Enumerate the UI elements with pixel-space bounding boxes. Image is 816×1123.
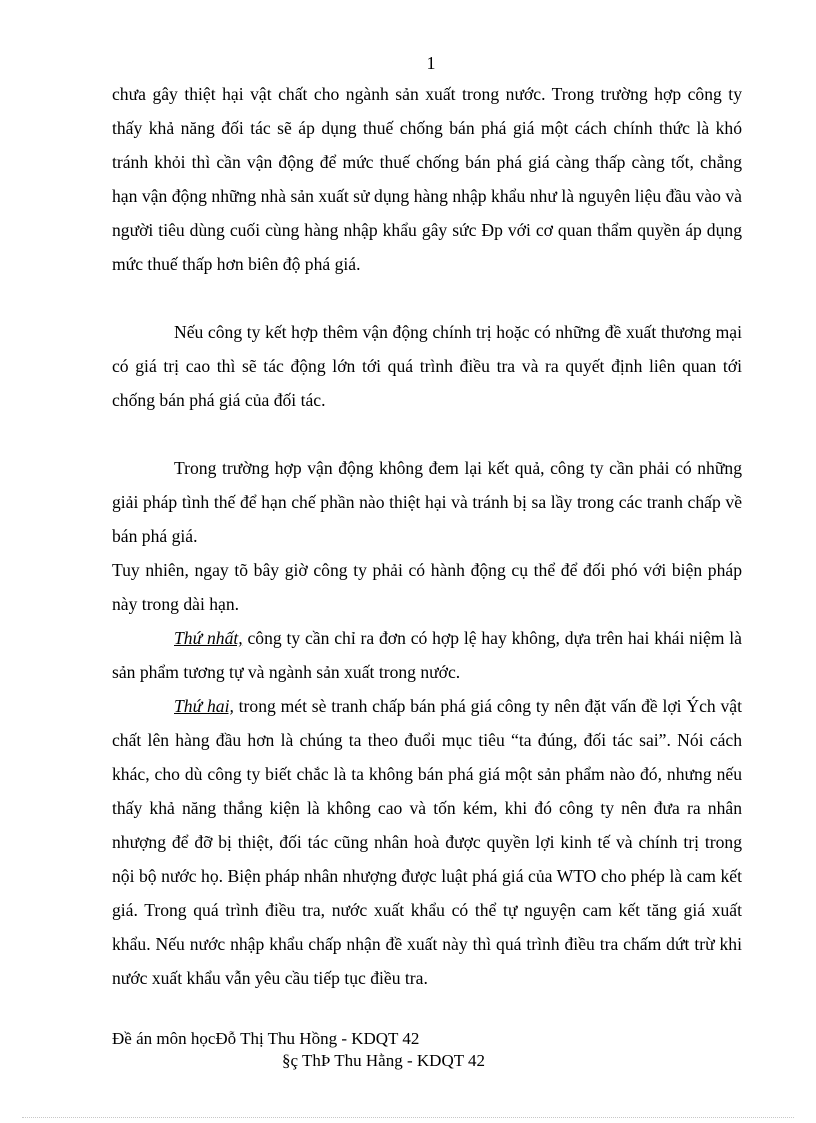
first-point-label: Thứ nhất, [174, 628, 243, 648]
page-number: 1 [426, 53, 436, 73]
second-point-label: Thứ hai, [174, 696, 234, 716]
paragraph-first-point [112, 621, 742, 689]
paragraph-second-point [112, 689, 742, 995]
paragraph-political-lobbying: Nếu công ty kết hợp thêm vận động chính trị hoặc có những đề xuất thương mại có giá trị cao thì sẽ tác động lớn tới quá trình điều tra và ra quyết định liên quan tới chống bán phá giá của đối tác. [112, 322, 742, 410]
footer-line-2: §ç ThÞ Thu Hằng - KDQT 42 [282, 1051, 486, 1070]
second-point-text: trong mét sè tranh chấp bán phá giá công ty nên đặt vấn đề lợi Ých vật chất lên hàng đầu hơn là chúng ta theo đuổi mục tiêu “ta đúng, đối tác sai”. Nói cách khác, cho dù công ty biết chắc là ta không bán phá giá một sản phẩm nào đó, nhưng nếu thấy khả năng thắng kiện là không cao và tốn kém, khi đó công ty nên đưa ra nhân nhượng để đỡ bị thiệt, đối tác cũng nhân hoà được quyền lợi kinh tế và chính trị trong nội bộ nước họ. Biện pháp nhân nhượng được luật phá giá của WTO cho phép là cam kết giá. Trong quá trình điều tra, nước xuất khẩu có thể tự nguyện cam kết tăng giá xuất khẩu. Nếu nước nhập khẩu chấp nhận đề xuất này thì quá trình điều tra chấm dứt trừ khi nước xuất khẩu vẫn yêu cầu tiếp tục điều tra. [112, 696, 742, 988]
footer-line-1: Đề án môn họcĐỗ Thị Thu Hồng - KDQT 42 [112, 1029, 420, 1048]
page-bottom-rule [22, 1117, 794, 1118]
paragraph-damage-mitigation: chưa gây thiệt hại vật chất cho ngành sản xuất trong nước. Trong trường hợp công ty thấy khả năng đối tác sẽ áp dụng thuế chống bán phá giá một cách chính thức là khó tránh khỏi thì cần vận động để mức thuế chống bán phá giá càng thấp càng tốt, chẳng hạn vận động những nhà sản xuất sử dụng hàng nhập khẩu như là nguyên liệu đầu vào và người tiêu dùng cuối cùng hàng nhập khẩu gây sức Ðp với cơ quan thẩm quyền áp dụng mức thuế thấp hơn biên độ phá giá. [112, 84, 742, 274]
paragraph-lobbying-fails: Trong trường hợp vận động không đem lại kết quả, công ty cần phải có những giải pháp tình thế để hạn chế phần nào thiệt hại và tránh bị sa lầy trong các tranh chấp về bán phá giá. [112, 458, 742, 546]
first-point-text: công ty cần chỉ ra đơn có hợp lệ hay không, dựa trên hai khái niệm là sản phẩm tương tự và ngành sản xuất trong nước. [112, 628, 742, 682]
page-footer [112, 1028, 742, 1072]
paragraph-long-term-action: Tuy nhiên, ngay tõ bây giờ công ty phải có hành động cụ thể để đối phó với biện pháp này trong dài hạn. [112, 560, 742, 614]
document-body [112, 77, 742, 995]
